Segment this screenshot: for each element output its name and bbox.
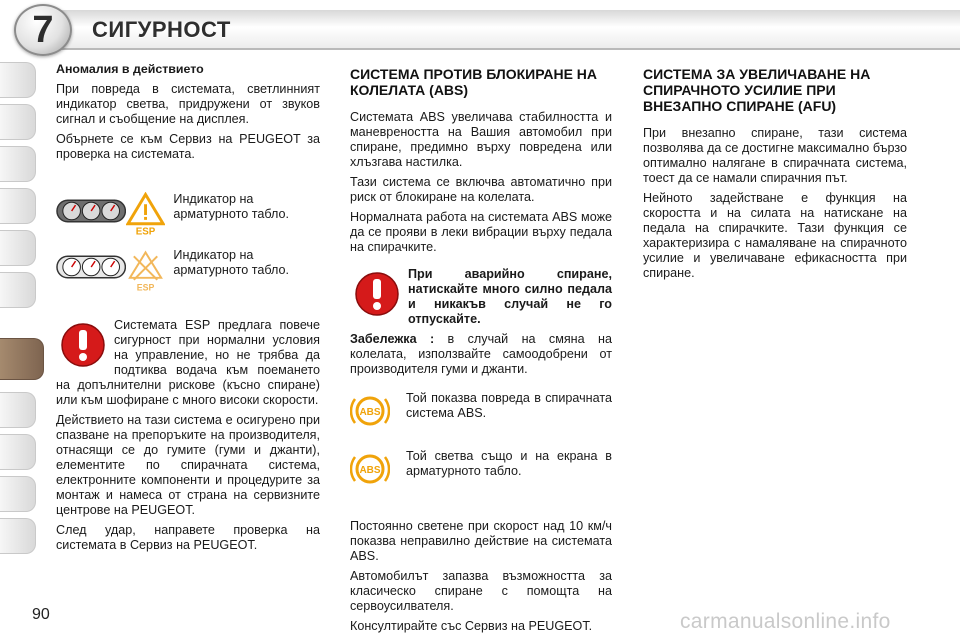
abs-warning-icon xyxy=(350,449,390,489)
indicator-row-esp xyxy=(56,192,320,236)
paragraph-after-impact: След удар, направете проверка на системата в Сервиз на PEUGEOT. xyxy=(56,523,320,552)
paragraph-contact-service: Обърнете се към Сервиз на PEUGEOT за проверка на системата. xyxy=(56,132,320,161)
chapter-tab-10[interactable] xyxy=(0,476,36,512)
chapter-tab-6[interactable] xyxy=(0,272,36,308)
chapter-tab-9[interactable] xyxy=(0,434,36,470)
paragraph-abs-stability: Системата ABS увеличава стабилността и маневреността на Вашия автомобил при спиране, предимно върху повредена или хлъзгава настилка. xyxy=(350,110,612,169)
paragraph-abs-constant-light: Постоянно светене при скорост над 10 км/ч показва неправилно действие на системата ABS. xyxy=(350,519,612,563)
exclamation-warning-icon xyxy=(354,267,400,321)
watermark-logo: carmanualsonline.info xyxy=(680,610,891,633)
chapter-tab-11[interactable] xyxy=(0,518,36,554)
indicator-row-esp-off xyxy=(56,248,320,292)
note-text: в случай на смяна на колелата, използвайте самоодобрени от производителя гуми и джанти. xyxy=(350,332,612,376)
dashboard-dial-icon xyxy=(56,252,126,282)
chapter-tabs xyxy=(0,62,40,582)
paragraph-abs-activation: Тази система се включва автоматично при риск от блокиране на колелата. xyxy=(350,175,612,204)
paragraph-malfunction: При повреда в системата, светлинният индикатор светва, придружени от звуков сигнал и съобщение на дисплея. xyxy=(56,82,320,126)
page-number: 90 xyxy=(32,606,50,623)
chapter-tab-4[interactable] xyxy=(0,188,36,224)
page-header xyxy=(0,0,960,62)
emergency-braking-block xyxy=(350,267,612,332)
paragraph-afu-activation: Нейното задействане е функция на скоростта и на силата на натискане на педала на спирачките. Тази функция се характеризира с намаляване на спирачното усилие и увеличаване ефикасността при спиране. xyxy=(643,191,907,280)
chapter-tab-7-active[interactable] xyxy=(0,338,44,380)
chapter-tab-2[interactable] xyxy=(0,104,36,140)
esp-warning-text: Системата ESP предлага повече сигурност при нормални условия на управление, но не трябва да подтиква водача към поемането на допълнителни рискове (късно спиране) или към шофиране с много високи скорости. xyxy=(56,318,320,407)
svg-text:ESP: ESP xyxy=(136,226,156,236)
note-paragraph xyxy=(350,332,612,377)
esp-off-icon xyxy=(126,248,165,292)
svg-text:ABS: ABS xyxy=(359,465,381,476)
indicator-caption-2: Индикатор на арматурното табло. xyxy=(173,248,289,277)
abs-indicator-block-2 xyxy=(350,449,612,493)
chapter-tab-1[interactable] xyxy=(0,62,36,98)
abs-indicator-caption-2: Той светва също и на екрана в арматурното табло. xyxy=(406,449,612,478)
chapter-tab-5[interactable] xyxy=(0,230,36,266)
esp-warning-block xyxy=(56,318,320,413)
paragraph-system-operation: Действието на тази система е осигурено при спазване на препоръките на производителя, отнасящи се до гумите (гуми и джанти), елементите по спирачната система, електронните компоненти и процедурите за монтаж и намеса от страна на сервизните центрове на PEUGEOT. xyxy=(56,413,320,517)
column-left xyxy=(56,62,320,558)
section-heading-abs: СИСТЕМА ПРОТИВ БЛОКИРАНЕ НА КОЛЕЛАТА (ABS) xyxy=(350,66,598,98)
svg-text:ESP: ESP xyxy=(137,282,155,292)
abs-indicator-caption-1: Той показва повреда в спирачната система ABS. xyxy=(406,391,612,420)
abs-indicator-block-1 xyxy=(350,391,612,435)
note-label: Забележка : xyxy=(350,332,435,346)
paragraph-abs-classic-braking: Автомобилът запазва възможността за класическо спиране с помощта на сервоусилвателя. xyxy=(350,569,612,613)
chapter-number-badge: 7 xyxy=(14,4,72,56)
section-heading-afu: СИСТЕМА ЗА УВЕЛИЧАВАНЕ НА СПИРАЧНОТО УСИЛИЕ ПРИ ВНЕЗАПНО СПИРАНЕ (AFU) xyxy=(643,66,871,114)
column-middle xyxy=(350,62,612,639)
svg-text:ABS: ABS xyxy=(359,407,381,418)
chapter-tab-8[interactable] xyxy=(0,392,36,428)
emergency-braking-warning: При аварийно спиране, натискайте много силно педала и никакъв случай не го отпускайте. xyxy=(408,267,612,326)
exclamation-warning-icon xyxy=(60,318,106,372)
paragraph-abs-vibration: Нормалната работа на системата ABS може да се прояви в леки вибрации върху педала на спирачките. xyxy=(350,210,612,254)
abs-warning-icon xyxy=(350,391,390,431)
esp-warning-icon xyxy=(126,192,165,236)
dashboard-dial-icon xyxy=(56,196,126,226)
chapter-title: СИГУРНОСТ xyxy=(92,17,231,42)
paragraph-abs-consult: Консултирайте със Сервиз на PEUGEOT. xyxy=(350,619,593,633)
column-right xyxy=(643,62,907,286)
chapter-tab-3[interactable] xyxy=(0,146,36,182)
section-heading-malfunction: Аномалия в действието xyxy=(56,62,204,76)
indicator-caption-1: Индикатор на арматурното табло. xyxy=(173,192,289,221)
paragraph-afu-sudden-braking: При внезапно спиране, тази система позволява да се достигне максимално бързо оптимално налягане в спирачната система, тоест да се намали спирачния път. xyxy=(643,126,907,185)
